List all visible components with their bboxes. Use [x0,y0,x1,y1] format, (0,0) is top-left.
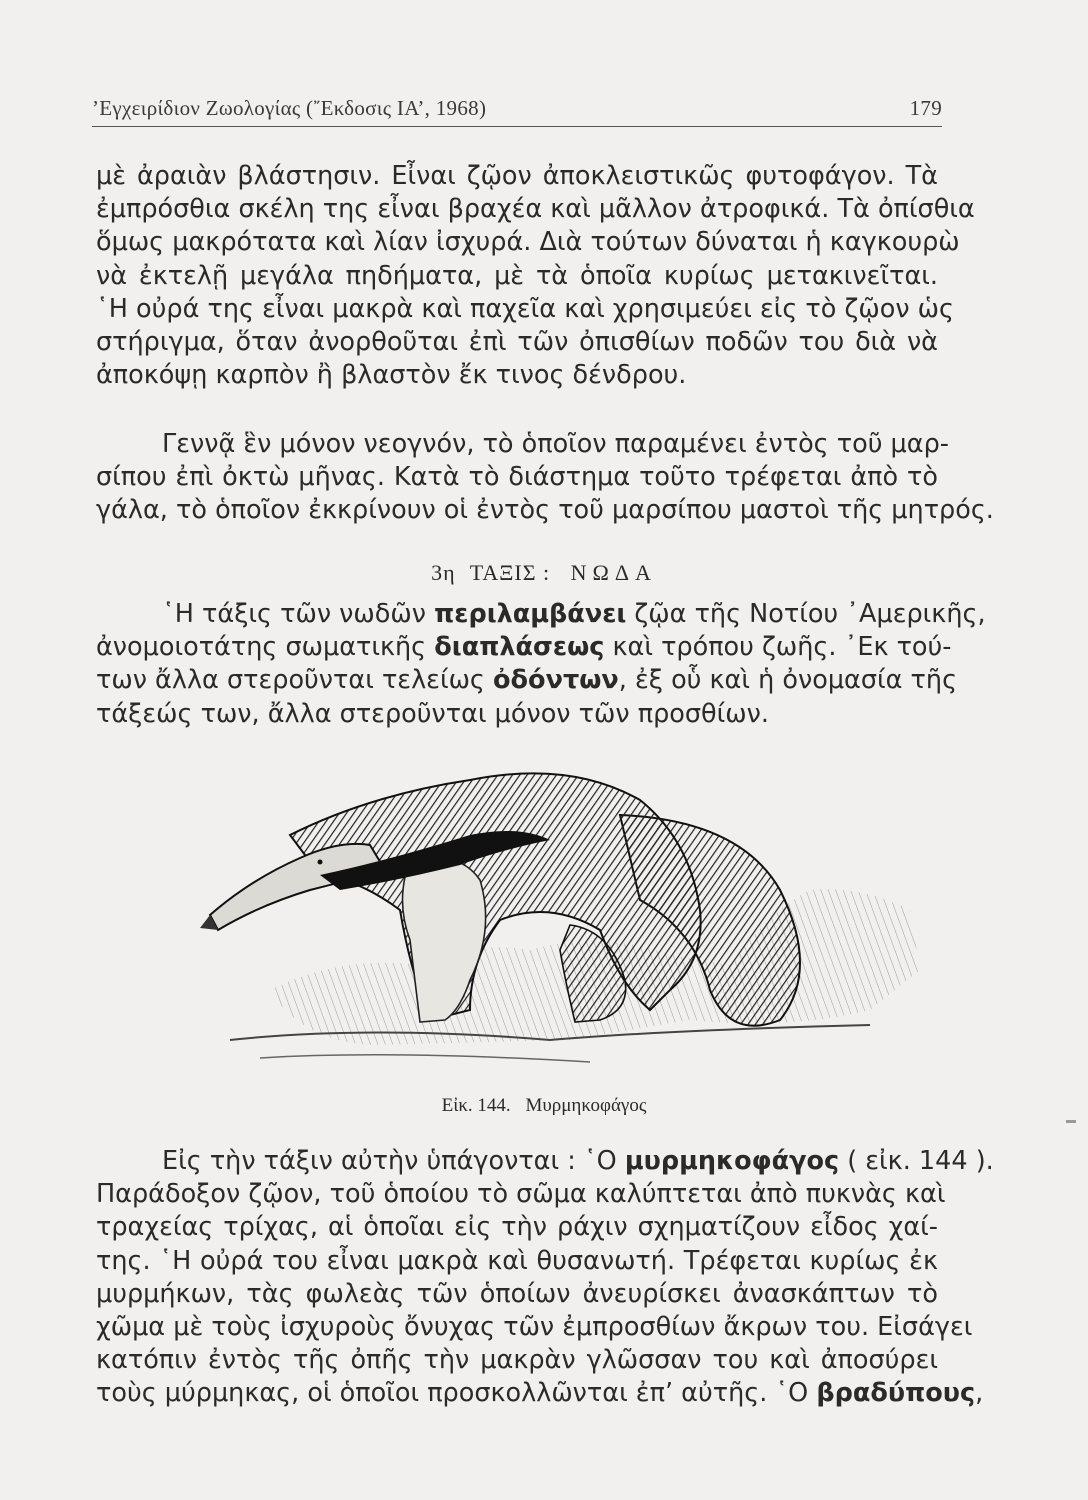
text-line: τοὺς μύρμηκας, οἱ ὁποῖοι προσκολλῶνται ἐπ’ αὐτῆς. ῾Ο βραδύπους, [96,1378,984,1409]
text-line: ἀνομοιοτάτης σωματικῆς διαπλάσεως καὶ τρόπου ζωῆς. ᾿Εκ τού- [96,632,952,663]
running-title: ’Εγχειρίδιον Ζωολογίας (῎Εκδοσις ΙΑ’, 1968) [92,96,487,120]
text-line: γάλα, τὸ ὁποῖον ἐκκρίνουν οἱ ἐντὸς τοῦ μαρσίπου μαστοὶ τῆς μητρός. [96,495,994,526]
margin-mark [1066,1120,1076,1123]
anteater-illustration [170,740,930,1070]
text-line: χῶμα μὲ τοὺς ἰσχυροὺς ὄνυχας τῶν ἐμπροσθίων ἄκρων του. Εἰσάγει [96,1312,973,1343]
text-line: των ἄλλα στεροῦνται τελείως ὀδόντων, ἐξ οὗ καὶ ἡ ὀνομασία τῆς [96,665,958,696]
text-line: μυρμήκων, τὰς φωλεὰς τῶν ὁποίων ἀνευρίσκει ἀνασκάπτων τὸ [96,1278,938,1309]
text-line: Εἰς τὴν τάξιν αὐτὴν ὑπάγονται : ῾Ο μυρμηκοφάγος ( εἰκ. 144 ). [162,1146,994,1176]
paragraph-kangaroo-young [96,428,994,528]
page-header [92,92,942,127]
text-line: ὅμως μακρότατα καὶ λίαν ἰσχυρά. Διὰ τούτων δύναται ἡ καγκουρὼ [96,227,960,258]
section-number: 3η [431,560,456,585]
text-line: ἐμπρόσθια σκέλη της εἶναι βραχέα καὶ μᾶλλον ἀτροφικά. Τὰ ὀπίσθια [96,194,975,225]
text-line: μὲ ἀραιὰν βλάστησιν. Εἶναι ζῷον ἀποκλειστικῶς φυτοφάγον. Τὰ [96,161,938,191]
page-number: 179 [909,96,942,120]
text-line: ῾Η οὐρά της εἶναι μακρὰ καὶ παχεῖα καὶ χρησιμεύει εἰς τὸ ζῷον ὡς [96,293,954,324]
text-line: νὰ ἐκτελῇ μεγάλα πηδήματα, μὲ τὰ ὁποῖα κυρίως μετακινεῖται. [96,260,938,291]
section-heading [0,560,1088,586]
text-line: ἀποκόψῃ καρπὸν ἢ βλαστὸν ἔκ τινος δένδρου. [96,360,687,391]
paragraph-kangaroo-anatomy [96,160,975,392]
text-line: τραχείας τρίχας, αἱ ὁποῖαι εἰς τὴν ράχιν σχηματίζουν εἶδος χαί- [96,1212,938,1243]
text-line: Γεννᾷ ἓν μόνον νεογνόν, τὸ ὁποῖον παραμένει ἐντὸς τοῦ μαρ- [162,429,949,459]
text-line: ῾Η τάξις τῶν νωδῶν περιλαμβάνει ζῷα τῆς Νοτίου ᾿Αμερικῆς, [162,599,986,629]
text-line: της. ῾Η οὐρά του εἶναι μακρὰ καὶ θυσανωτή. Τρέφεται κυρίως ἐκ [96,1245,938,1276]
text-line: σίπου ἐπὶ ὀκτὼ μῆνας. Κατὰ τὸ διάστημα τοῦτο τρέφεται ἀπὸ τὸ [96,462,938,493]
section-name: ΝΩΔΑ [570,560,657,585]
text-line: κατόπιν ἐντὸς τῆς ὀπῆς τὴν μακρὰν γλῶσσαν του καὶ ἀποσύρει [96,1345,938,1376]
text-line: τάξεώς των, ἄλλα στεροῦνται μόνον τῶν προσθίων. [96,698,769,729]
section-label: ΤΑΞΙΣ : [469,560,551,585]
text-line: Παράδοξον ζῷον, τοῦ ὁποίου τὸ σῶμα καλύπτεται ἀπὸ πυκνὰς καὶ [96,1179,946,1210]
text-line: στήριγμα, ὅταν ἀνορθοῦται ἐπὶ τῶν ὀπισθίων ποδῶν του διὰ νὰ [96,327,938,358]
figure-title: Μυρμηκοφάγος [525,1095,647,1116]
paragraph-anteater [96,1145,994,1411]
paragraph-edentata [96,598,986,731]
figure-caption [0,1095,1088,1117]
figure-label: Εἰκ. 144. [441,1095,511,1116]
